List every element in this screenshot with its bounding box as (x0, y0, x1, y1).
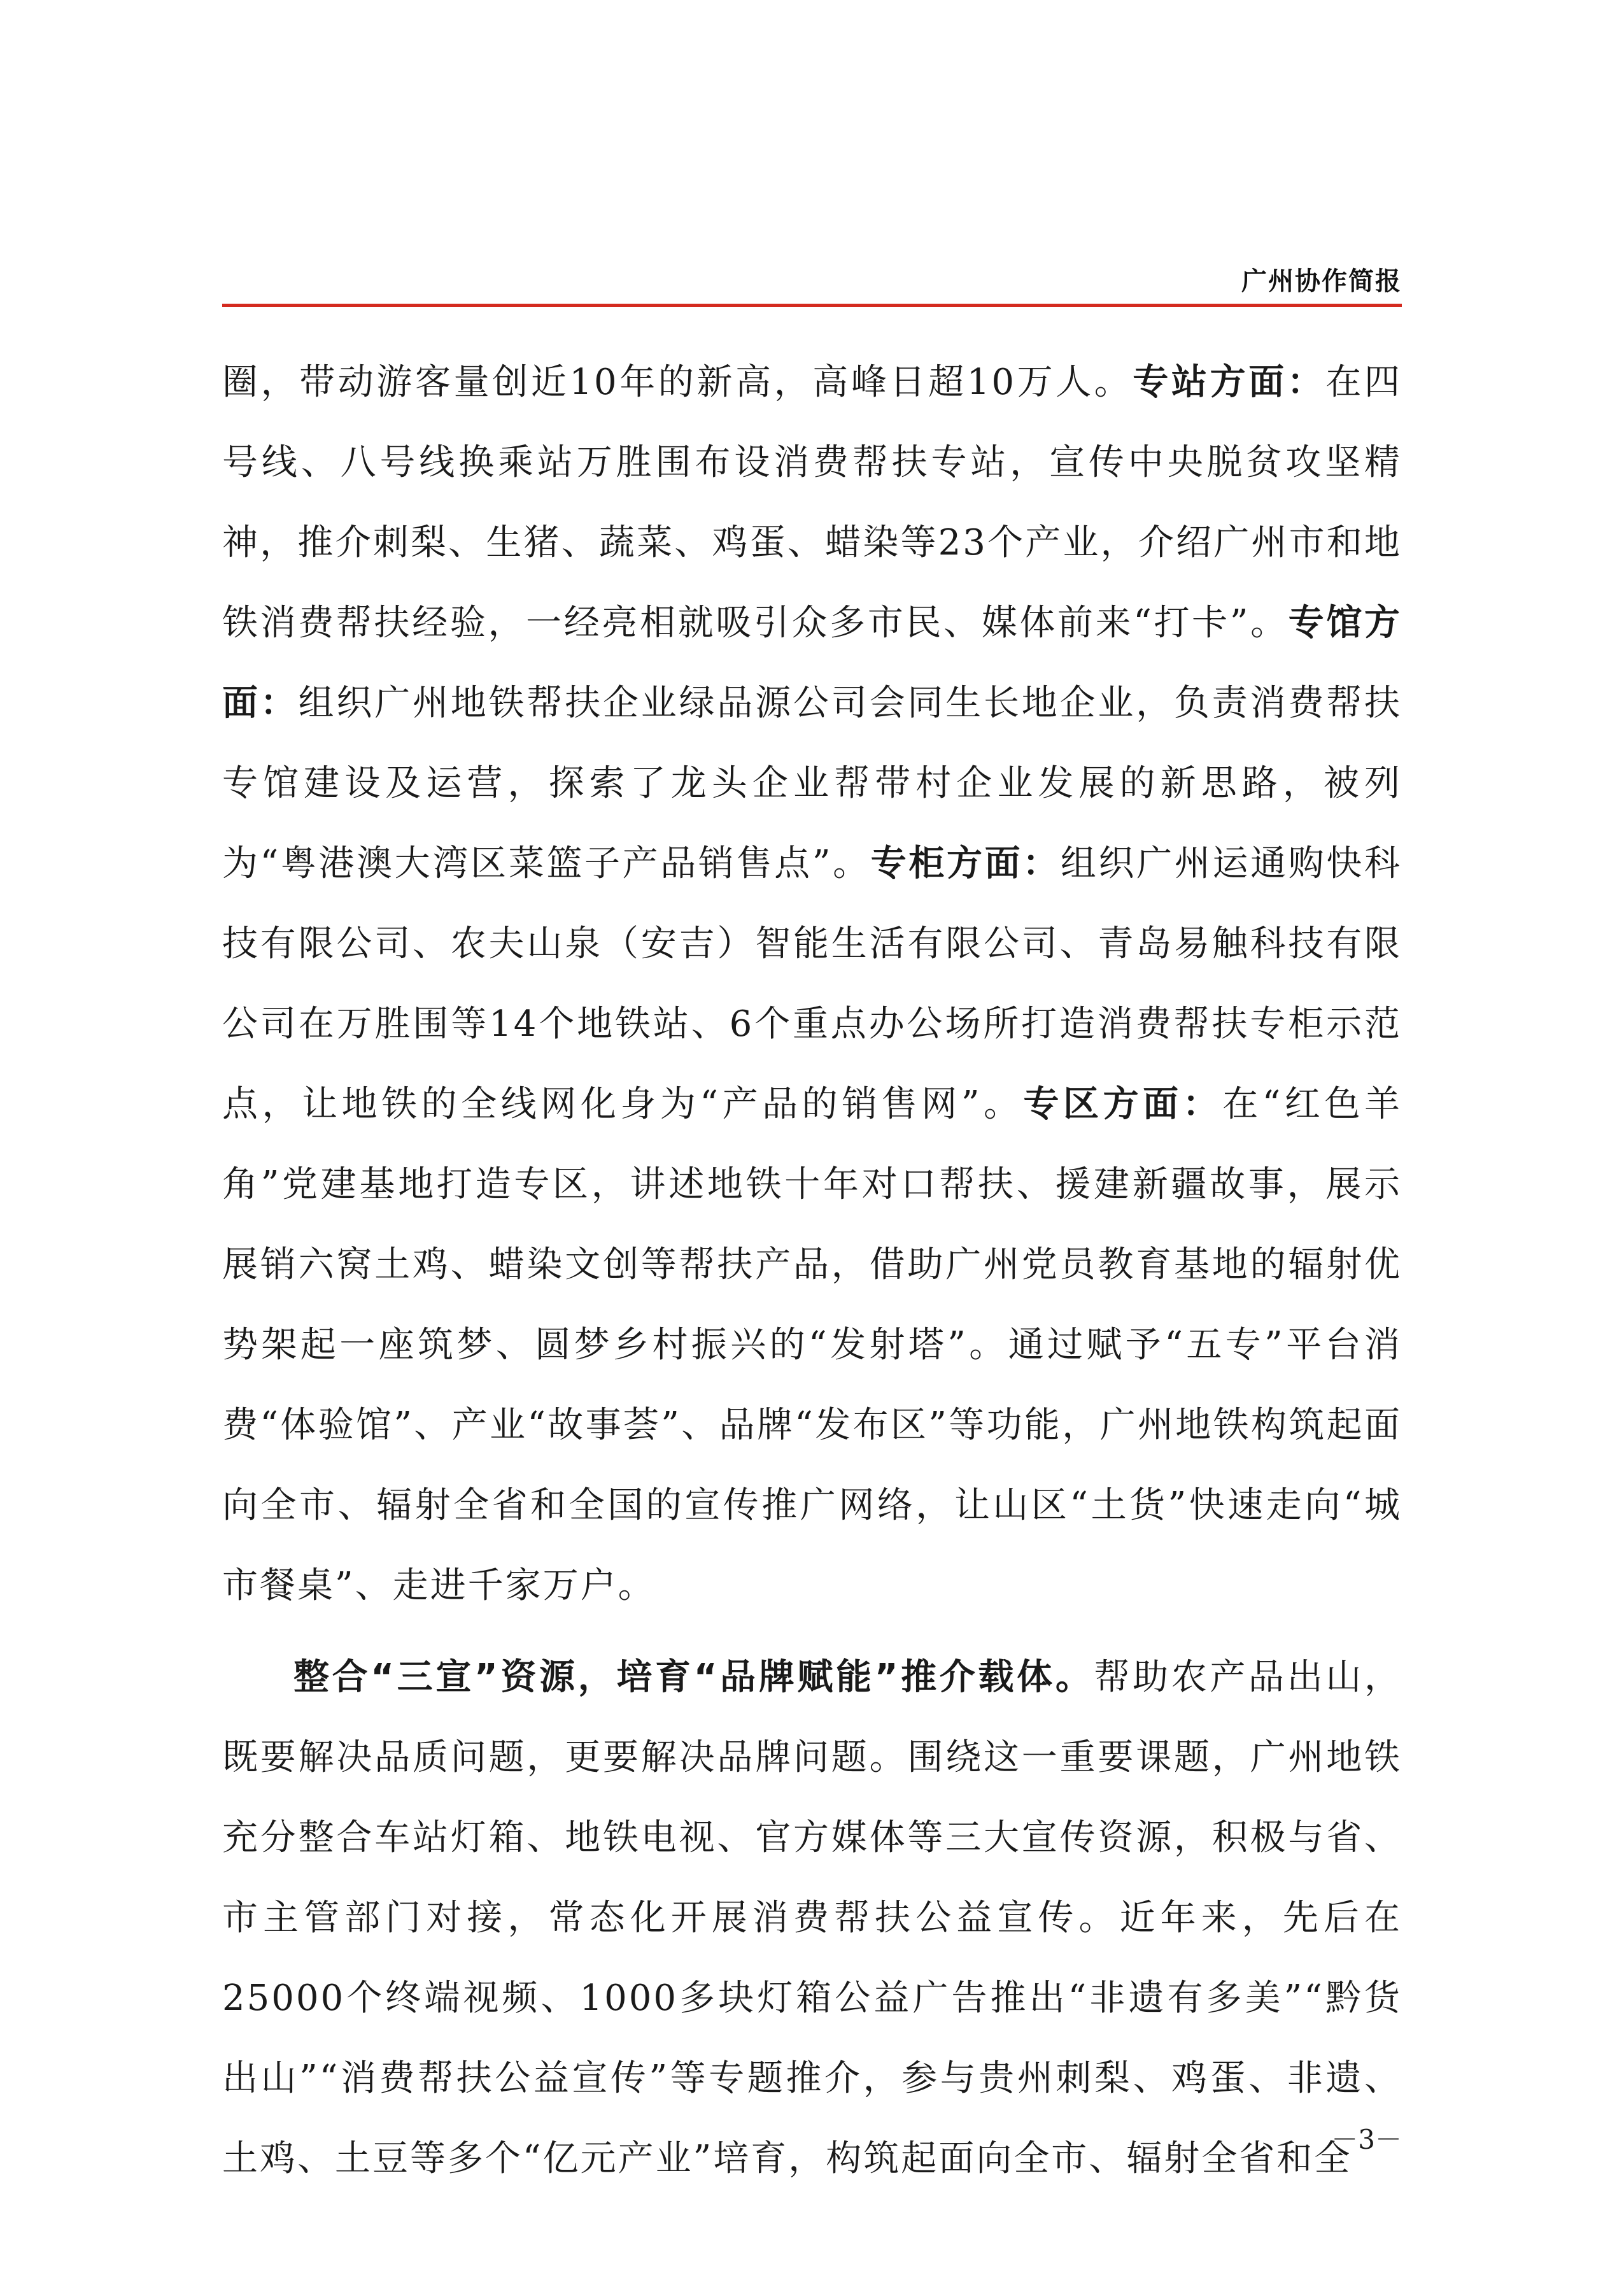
heading-zhuanguan: 专馆方面： (222, 602, 1402, 724)
paragraph-1-text-1: 圈，带动游客量创近10年的新高，高峰日超10万人。 (222, 362, 1133, 403)
paragraph-1-text-2: 在四号线、八号线换乘站万胜围布设消费帮扶专站，宣传中央脱贫攻坚精神，推介刺梨、生猪、蔬菜、鸡蛋、蜡染等23个产业，介绍广州市和地铁消费帮扶经验，一经亮相就吸引众多市民、媒体前来“打卡”。 (222, 362, 1402, 644)
paragraph-2 (222, 1638, 1402, 2199)
paragraph-1 (222, 343, 1402, 1626)
paragraph-1-text-5: 在“红色羊角”党建基地打造专区，讲述地铁十年对口帮扶、援建新疆故事，展示展销六窝土鸡、蜡染文创等帮扶产品，借助广州党员教育基地的辐射优势架起一座筑梦、圆梦乡村振兴的“发射塔”。通过赋予“五专”平台消费“体验馆”、产业“故事荟”、品牌“发布区”等功能，广州地铁构筑起面向全市、辐射全省和全国的宣传推广网络，让山区“土货”快速走向“城市餐桌”、走进千家万户。 (222, 1084, 1402, 1606)
header-divider (222, 304, 1402, 307)
paragraph-1-text-3: 组织广州地铁帮扶企业绿品源公司会同生长地企业，负责消费帮扶专馆建设及运营，探索了龙头企业帮带村企业发展的新思路，被列为“粤港澳大湾区菜篮子产品销售点”。 (222, 683, 1402, 884)
page-number: －3－ (1331, 2124, 1402, 2155)
heading-zhuanqu: 专区方面： (1023, 1084, 1223, 1125)
heading-zhuangui: 专柜方面： (870, 843, 1061, 884)
paragraph-2-text-1: 帮助农产品出山，既要解决品质问题，更要解决品牌问题。围绕这一重要课题，广州地铁充分整合车站灯箱、地铁电视、官方媒体等三大宣传资源，积极与省、市主管部门对接，常态化开展消费帮扶公益宣传。近年来，先后在25000个终端视频、1000多块灯箱公益广告推出“非遗有多美”“黔货出山”“消费帮扶公益宣传”等专题推介，参与贵州刺梨、鸡蛋、非遗、土鸡、土豆等多个“亿元产业”培育，构筑起面向全市、辐射全省和全 (222, 1657, 1402, 2179)
heading-zhuanzhan: 专站方面： (1133, 362, 1326, 403)
body-text (222, 343, 1402, 2199)
header-title: 广州协作简报 (1241, 266, 1402, 296)
heading-sanxuan: 整合“三宣”资源，培育“品牌赋能”推介载体。 (293, 1657, 1094, 1698)
paragraph-1-text-4: 组织广州运通购快科技有限公司、农夫山泉（安吉）智能生活有限公司、青岛易触科技有限公司在万胜围等14个地铁站、6个重点办公场所打造消费帮扶专柜示范点，让地铁的全线网化身为“产品的销售网”。 (222, 843, 1402, 1125)
